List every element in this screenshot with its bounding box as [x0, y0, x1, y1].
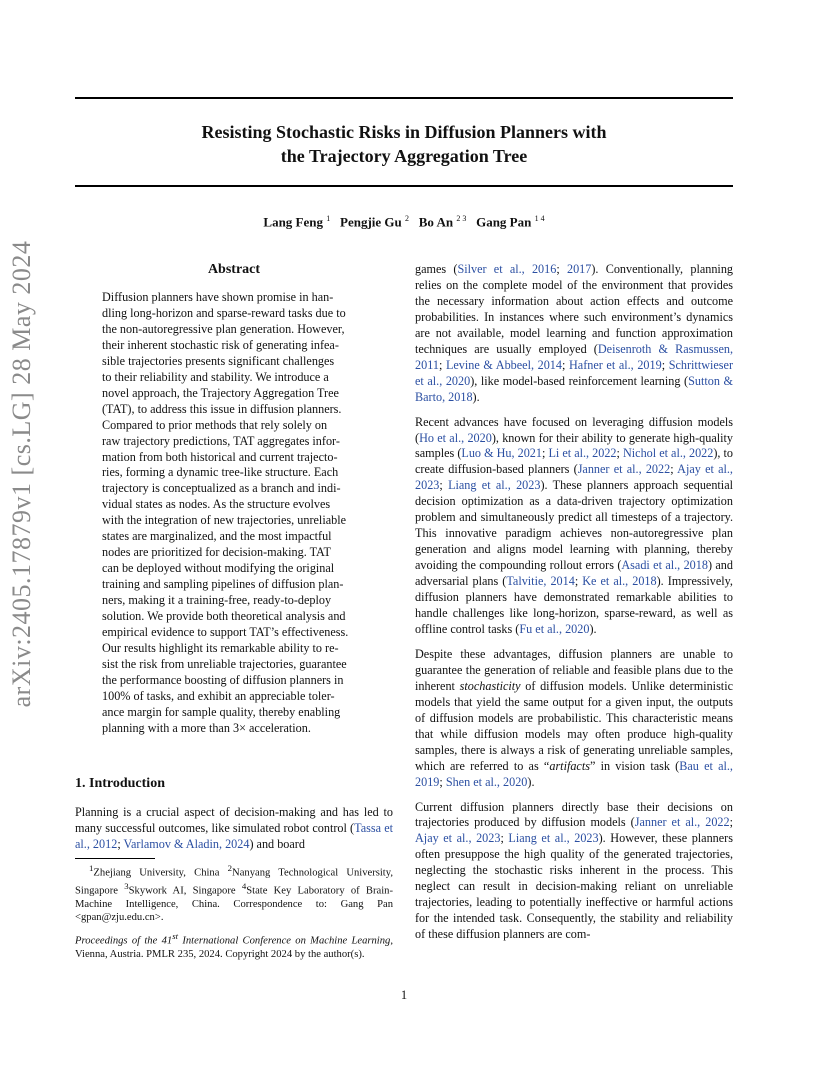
top-rule — [75, 97, 733, 99]
text-run: Despite these advantages, diffusion planners are unable to guarantee the generation of reliable and feasible plans due to the inherent — [415, 646, 733, 693]
proceedings-note — [75, 930, 393, 961]
abstract-line: states are marginalized, and the most impactful — [102, 529, 332, 544]
title-bottom-rule — [75, 185, 733, 187]
author-list — [75, 214, 733, 230]
paragraph — [415, 262, 733, 406]
text-run: ; — [562, 357, 569, 372]
abstract-line: sist the risk from unreliable trajectories, guarantee — [102, 656, 347, 671]
text-run: ) and adversarial plans ( — [415, 558, 733, 589]
citation-link[interactable]: Nichol et al., 2022 — [622, 446, 714, 461]
citation-link[interactable]: Janner et al., 2022 — [577, 462, 671, 477]
text-run: , Vienna, Austria. PMLR 235, 2024. Copyright 2024 by the author(s). — [75, 935, 393, 960]
citation-link[interactable]: Deisenroth & Rasmussen, 2011 — [415, 341, 733, 372]
abstract-line: (TAT), to address this issue in diffusion planners. — [102, 401, 342, 416]
text-run: of diffusion models. Unlike deterministic models that yield the same output for a given input, the outputs of diffusion models are probabilistic. This characteristic means that while diffusion models may often produce high-quality samples, there is always a risk of generating unreliable samples, which are referred to as “ — [415, 678, 733, 773]
text-run: ; — [556, 262, 567, 276]
text-run: Nanyang Technological University, Singapore — [75, 867, 393, 897]
abstract-line: ries, forming a dynamic tree-like structure. Each — [102, 465, 339, 480]
title-line-1: Resisting Stochastic Risks in Diffusion Planners with — [201, 122, 607, 142]
citation-link[interactable]: Ke et al., 2018 — [582, 574, 657, 589]
text-run: ; — [439, 774, 446, 789]
citation-link[interactable]: Ho et al., 2020 — [419, 430, 492, 445]
abstract-line: ners, making it a training-free, ready-to-deploy — [102, 593, 332, 608]
abstract-line: Our results highlight its remarkable ability to re- — [102, 640, 339, 655]
text-run: games ( — [415, 262, 458, 276]
text-run: ). Impressively, diffusion planners have demonstrated remarkable abilities to handle challenges like long-horizon, sparse-reward, as well as offline control tasks ( — [415, 574, 733, 636]
abstract-line: training and sampling pipelines of diffusion plan- — [102, 577, 344, 592]
text-run: ). However, these planners often presuppose the high quality of the generated trajectories, neglecting the stochastic risks inherent in the process. This neglect can result in decision-making reliant on unreliable trajectories, leading to potentially ineffective or harmful actions for the intended task. Consequently, the stability and reliability of these diffusion planners are com- — [415, 831, 733, 942]
abstract-line: solution. We provide both theoretical analysis and — [102, 609, 346, 624]
text-run: ” in vision task ( — [589, 758, 680, 773]
text-run: ; — [117, 836, 124, 851]
author-affiliation: 2 — [405, 214, 409, 223]
author-name: Lang Feng — [263, 214, 323, 230]
abstract-line: nodes are prioritized for decision-making. TAT — [102, 545, 331, 560]
emphasis: stochasticity — [459, 678, 521, 693]
text-run: ). These planners approach sequential decision optimization as a data-driven trajectory optimization problem and simultaneously predict all timesteps of a trajectory. This innovative paradigm achieves non-autoregressive plan generation and aligns model learning with planning, thereby avoiding the compounding rollout errors ( — [415, 478, 733, 573]
abstract-line: raw trajectory predictions, TAT aggregates infor- — [102, 433, 340, 448]
abstract-line: trajectory is conceptualized as a branch and indi- — [102, 481, 341, 496]
abstract-line: sible trajectories presents significant challenges — [102, 353, 335, 368]
text-run: ; — [438, 357, 446, 372]
citation-link[interactable]: Fu et al., 2020 — [519, 621, 590, 636]
footnote-mark: 3 — [124, 880, 129, 891]
abstract-line: Compared to prior methods that rely solely on — [102, 417, 328, 432]
text-run: ; — [729, 815, 733, 830]
abstract-line: dling long-horizon and sparse-reward tasks due to — [102, 305, 346, 320]
introduction-heading: 1. Introduction — [75, 776, 165, 791]
abstract-line: mation from both historical and current trajecto- — [102, 449, 338, 464]
affiliation-footnote — [75, 862, 393, 925]
text-run: ; — [616, 446, 623, 461]
abstract-line: can be deployed without modifying the original — [102, 561, 335, 576]
author-name: Bo An — [418, 214, 454, 230]
citation-link[interactable]: Janner et al., 2022 — [634, 815, 730, 830]
text-run: International Conference on Machine Learning — [178, 935, 391, 947]
text-run: ; — [661, 357, 669, 372]
citation-link[interactable]: Varlamov & Aladin, 2024 — [123, 836, 250, 851]
citation-link[interactable]: Ajay et al., 2023 — [415, 462, 733, 493]
emphasis: artifacts — [549, 758, 590, 773]
abstract-line: the performance boosting of diffusion planners in — [102, 672, 344, 687]
text-run: ). Conventionally, planning relies on the complete model of the environment that provides the necessary information about action effects and outcome probabilities. In instances where such environment’s dynamics are not available, model learning and function approximation techniques are usually employed ( — [415, 262, 734, 356]
paragraph — [415, 415, 733, 638]
abstract-body — [102, 290, 366, 737]
abstract-heading: Abstract — [207, 262, 261, 277]
citation-link[interactable]: Tassa et al., 2012 — [75, 820, 393, 851]
citation-link[interactable]: Ajay et al., 2023 — [415, 831, 501, 846]
abstract-line: ance margin for sample quality, thereby enabling — [102, 704, 341, 719]
abstract-line: novel approach, the Trajectory Aggregation Tree — [102, 385, 339, 400]
text-run: State Key Laboratory of Brain-Machine Intelligence, China. Correspondence to: Gang Pan <gpan@zju.edu.cn>. — [75, 885, 393, 924]
footnote-mark: 1 — [89, 863, 94, 873]
text-run: ; — [574, 574, 583, 589]
abstract-line: 100% of tasks, and exhibit an appreciable toler- — [102, 688, 335, 703]
citation-link[interactable]: Silver et al., 2016 — [457, 262, 557, 276]
citation-link[interactable]: Sutton & Barto, 2018 — [415, 373, 733, 404]
text-run: Recent advances have focused on leveraging diffusion models ( — [415, 414, 733, 445]
abstract-line: to their reliability and stability. We introduce a — [102, 369, 329, 384]
citation-link[interactable]: Luo & Hu, 2021 — [461, 446, 542, 461]
paragraph — [415, 647, 733, 791]
text-run: ; — [500, 831, 509, 846]
author-affiliation: 2 3 — [456, 214, 467, 223]
text-run: ). — [527, 774, 535, 789]
arxiv-stamp-text: arXiv:2405.17879v1 [cs.LG] 28 May 2024 — [7, 240, 36, 708]
text-run: ), like model-based reinforcement learning ( — [470, 373, 689, 388]
abstract-line: vidual states as nodes. As the structure evolves — [102, 497, 331, 512]
text-run: Zhejiang University, China — [93, 867, 228, 879]
author-affiliation: 1 4 — [534, 214, 545, 223]
text-run: Current diffusion planners directly base their decisions on trajectories produced by diffusion models ( — [415, 799, 733, 830]
text-run: Proceedings of the 41 — [75, 935, 173, 947]
text-run: ; — [439, 478, 449, 493]
footnote-rule — [75, 858, 155, 859]
text-run: ; — [542, 446, 549, 461]
abstract-line: planning with a more than 3× acceleration. — [102, 720, 311, 735]
text-run: Planning is a crucial aspect of decision-making and has led to many successful outcomes, like simulated robot control ( — [75, 805, 393, 835]
author-name: Pengjie Gu — [340, 214, 402, 230]
text-run: ), known for their ability to generate high-quality samples ( — [415, 430, 733, 461]
citation-link[interactable]: Schrittwieser et al., 2020 — [415, 357, 734, 388]
abstract-line: with the integration of new trajectories, unreliable — [102, 513, 346, 528]
abstract-line: their inherent stochastic risk of generating infea- — [102, 337, 339, 352]
citation-link[interactable]: Hafner et al., 2019 — [569, 357, 662, 372]
citation-link[interactable]: Levine & Abbeel, 2014 — [445, 357, 562, 372]
citation-link[interactable]: Li et al., 2022 — [548, 446, 617, 461]
citation-link[interactable]: Asadi et al., 2018 — [621, 558, 708, 573]
intro-paragraph — [75, 805, 393, 853]
abstract-line: the non-autoregressive plan generation. However, — [102, 321, 345, 336]
footnote-mark: 4 — [241, 880, 247, 891]
text-run: Skywork AI, Singapore — [128, 885, 242, 897]
citation-link[interactable]: 2017 — [566, 262, 592, 276]
text-run: ; — [670, 462, 678, 477]
superscript: st — [172, 931, 179, 941]
citation-link[interactable]: Shen et al., 2020 — [445, 774, 528, 789]
citation-link[interactable]: Liang et al., 2023 — [448, 478, 541, 493]
page-number: 1 — [400, 988, 408, 1002]
author-affiliation: 1 — [326, 214, 331, 223]
text-run: ) and board — [249, 836, 305, 851]
paper-title — [75, 120, 733, 168]
text-run: ). — [589, 621, 597, 636]
citation-link[interactable]: Bau et al., 2019 — [415, 758, 733, 789]
abstract-line: Diffusion planners have shown promise in han- — [102, 290, 334, 304]
footnote-mark: 2 — [227, 863, 233, 873]
paragraph — [415, 800, 733, 944]
author-name: Gang Pan — [476, 214, 532, 230]
right-column — [415, 262, 733, 943]
text-run: ). — [472, 389, 480, 404]
text-run: ), to create diffusion-based planners ( — [415, 446, 734, 477]
abstract-line: empirical evidence to support TAT’s effectiveness. — [102, 625, 349, 640]
citation-link[interactable]: Talvitie, 2014 — [506, 574, 575, 589]
citation-link[interactable]: Liang et al., 2023 — [508, 831, 599, 846]
title-line-2: the Trajectory Aggregation Tree — [280, 146, 528, 166]
